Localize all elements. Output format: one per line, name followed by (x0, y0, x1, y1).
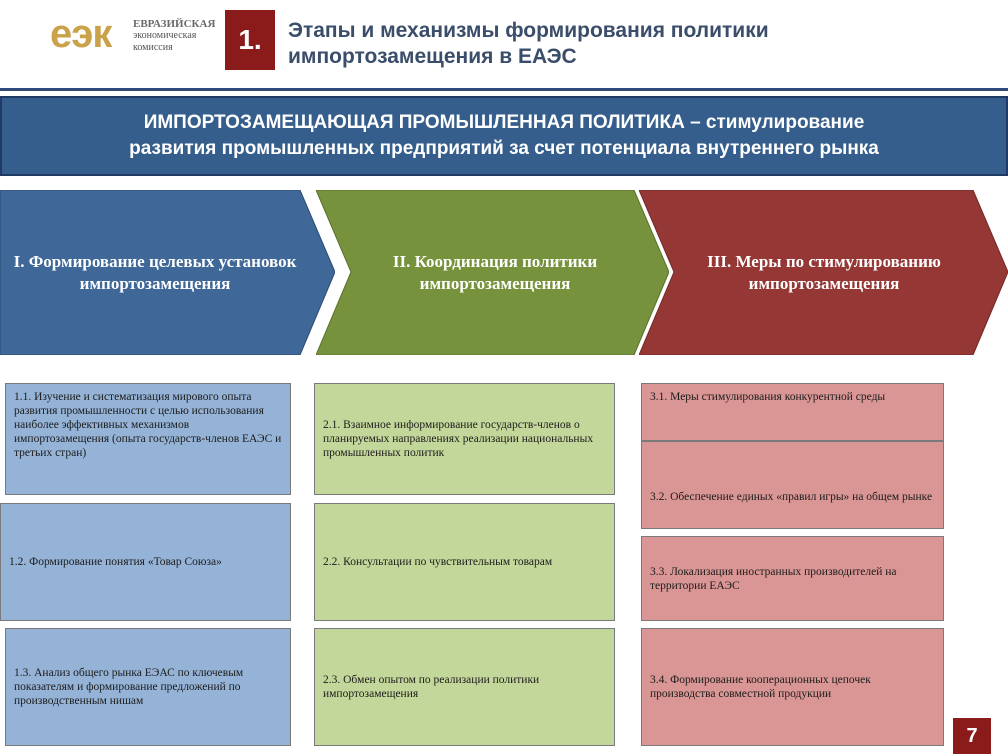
stage-2-title: II. Координация политики импортозамещения (392, 251, 598, 293)
page-number: 7 (953, 718, 991, 754)
stage-2-chevron (316, 190, 669, 355)
stage-2-item-1 (314, 383, 615, 495)
header-divider (0, 88, 1008, 91)
stage-3-item-2-text: 3.2. Обеспечение единых «правил игры» на общем рынке (650, 491, 933, 503)
stage-1-item-3-text: 1.3. Анализ общего рынка ЕЭАС по ключевым показателям и формирование предложений по производственным нишам (14, 667, 244, 707)
stage-3-item-2 (641, 441, 944, 529)
page-title-line-1: Этапы и механизмы формирования политики (288, 19, 769, 42)
stage-3-item-3-text: 3.3. Локализация иностранных производителей на территории ЕАЭС (650, 565, 897, 592)
stage-1-chevron (0, 190, 335, 355)
banner-line-1: ИМПОРТОЗАМЕЩАЮЩАЯ ПРОМЫШЛЕННАЯ ПОЛИТИКА – стимулирование (143, 112, 865, 133)
logo-line-1: ЕВРАЗИЙСКАЯ (133, 18, 216, 30)
page-title-line-2: импортозамещения в ЕАЭС (288, 45, 577, 68)
stage-2-item-2 (314, 503, 615, 621)
stage-1-item-1: 1.1. Изучение и систематизация мирового опыта развития промышленности с целью использования наиболее эффективных механизмов импортозамещения (опыта государств-членов ЕАЭС и третьих стран) (5, 383, 291, 495)
section-number: 1. (225, 10, 275, 70)
stage-1-item-2-text: 1.2. Формирование понятия «Товар Союза» (9, 556, 222, 568)
stage-2-item-2-text: 2.2. Консультации по чувствительным товарам (323, 556, 553, 568)
logo-text (133, 18, 223, 54)
stage-3-item-1: 3.1. Меры стимулирования конкурентной среды (641, 383, 944, 441)
banner-line-2: развития промышленных предприятий за счет потенциала внутреннего рынка (129, 138, 879, 159)
stage-2-item-3 (314, 628, 615, 746)
logo (0, 0, 220, 90)
logo-line-3: комиссия (133, 42, 173, 53)
stage-1-title: I. Формирование целевых установок импортозамещения (13, 251, 297, 293)
stage-2-item-1-text: 2.1. Взаимное информирование государств-членов о планируемых направлениях реализации национальных промышленных политик (323, 419, 594, 459)
stage-3-chevron (639, 190, 1008, 355)
logo-mark: еэк (50, 12, 112, 56)
stage-3-title: III. Меры по стимулированию импортозамещения (707, 251, 941, 293)
stage-1-item-2 (0, 503, 291, 621)
logo-line-2: экономическая (133, 30, 197, 41)
stage-3-item-4-text: 3.4. Формирование кооперационных цепочек производства совместной продукции (650, 674, 871, 700)
stage-2-item-3-text: 2.3. Обмен опытом по реализации политики импортозамещения (323, 674, 540, 700)
stage-1-item-3 (5, 628, 291, 746)
stage-3-item-3 (641, 536, 944, 621)
stage-3-item-4 (641, 628, 944, 746)
page-title (288, 18, 988, 70)
policy-banner (0, 96, 1008, 176)
